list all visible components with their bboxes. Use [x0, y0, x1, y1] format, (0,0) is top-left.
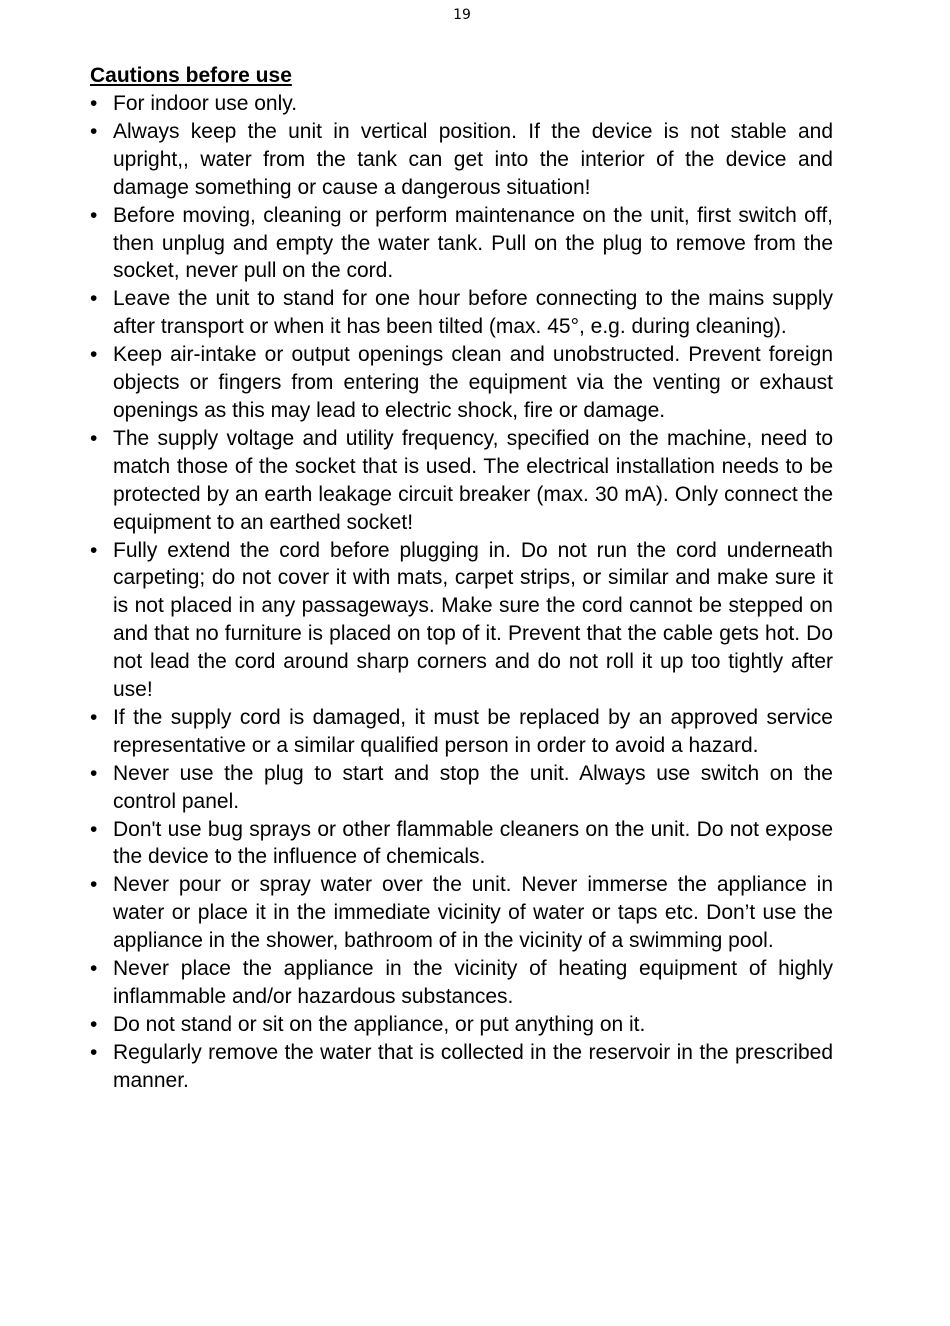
cautions-list: [90, 90, 833, 1095]
section-title: Cautions before use: [90, 64, 292, 87]
list-item: • Never pour or spray water over the unit. Never immerse the appliance in water or place it in the immediate vicinity of water or taps etc. Don’t use the appliance in the shower, bathroom of in the vicinity of a swimming pool.: [90, 871, 833, 955]
list-item: • Always keep the unit in vertical position. If the device is not stable and upright,, water from the tank can get into the interior of the device and damage something or cause a dangerous situation!: [90, 118, 833, 202]
list-item: • Leave the unit to stand for one hour before connecting to the mains supply after transport or when it has been tilted (max. 45°, e.g. during cleaning).: [90, 285, 833, 341]
list-item: • Regularly remove the water that is collected in the reservoir in the prescribed manner.: [90, 1039, 833, 1095]
list-item: • Fully extend the cord before plugging in. Do not run the cord underneath carpeting; do not cover it with mats, carpet strips, or similar and make sure it is not placed in any passageways. Make sure the cord cannot be stepped on and that no furniture is placed on top of it. Prevent that the cable gets hot. Do not lead the cord around sharp corners and do not roll it up too tightly after use!: [90, 537, 833, 704]
list-item: • Do not stand or sit on the appliance, or put anything on it.: [90, 1011, 833, 1039]
list-item: • Never place the appliance in the vicinity of heating equipment of highly inflammable and/or hazardous substances.: [90, 955, 833, 1011]
list-item: • Keep air-intake or output openings clean and unobstructed. Prevent foreign objects or fingers from entering the equipment via the venting or exhaust openings as this may lead to electric shock, fire or damage.: [90, 341, 833, 425]
list-item: • Never use the plug to start and stop the unit. Always use switch on the control panel.: [90, 760, 833, 816]
list-item: • Don't use bug sprays or other flammable cleaners on the unit. Do not expose the device to the influence of chemicals.: [90, 816, 833, 872]
cautions-section: [90, 62, 833, 1095]
list-item: • The supply voltage and utility frequency, specified on the machine, need to match those of the socket that is used. The electrical installation needs to be protected by an earth leakage circuit breaker (max. 30 mA). Only connect the equipment to an earthed socket!: [90, 425, 833, 537]
list-item: • Before moving, cleaning or perform maintenance on the unit, first switch off, then unplug and empty the water tank. Pull on the plug to remove from the socket, never pull on the cord.: [90, 202, 833, 286]
list-item: • For indoor use only.: [90, 90, 833, 118]
page-number: 19: [453, 7, 471, 23]
list-item: • If the supply cord is damaged, it must be replaced by an approved service representative or a similar qualified person in order to avoid a hazard.: [90, 704, 833, 760]
